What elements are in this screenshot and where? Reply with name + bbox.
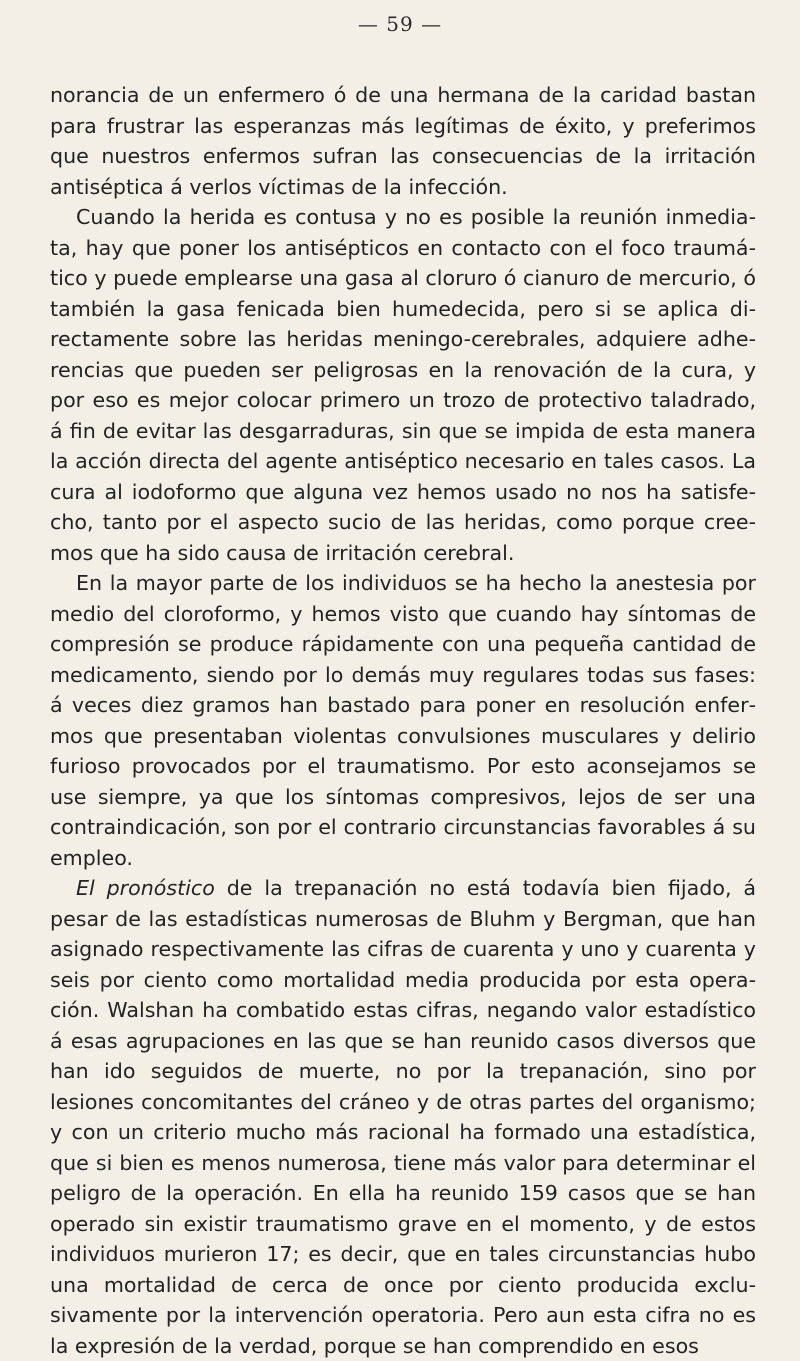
paragraph-1: norancia de un enfermero ó de una hermana de la caridad bastan para frustrar las esperanzas más legítimas de éxito, y preferimos que nuestros enfermos sufran las consecuencias de la irritación antiséptica á verlos víctimas de la infección.	[50, 83, 756, 199]
italic-lead: El pronóstico	[76, 876, 215, 900]
page-number: — 59 —	[357, 12, 443, 36]
paragraph-4-body: de la trepanación no está todavía bien fijado, á pesar de las estadísticas numerosas de Bluhm y Bergman, que han asignado respectivamente las cifras de cuarenta y uno y cuarenta y seis por ciento como mortalidad media producida por esta operación. Walshan ha combatido estas cifras, negando valor estadístico á esas agrupaciones en las que se han reunido casos diversos que han ido seguidos de muerte, no por la trepanación, sino por lesiones concomitantes del cráneo y de otras partes del organismo; y con un criterio mucho más racional ha formado una estadística, que si bien es menos numerosa, tiene más valor para determinar el peligro de la operación. En ella ha reunido 159 casos que se han operado sin existir traumatismo grave en el momento, y de estos individuos murieron 17; es decir, que en tales circunstancias hubo una mortalidad de cerca de once por ciento producida exclusivamente por la intervención operatoria. Pero aun esta cifra no es la expresión de la verdad, porque se han comprendido en esos	[50, 876, 756, 1358]
body-text	[50, 80, 756, 1361]
paragraph-3: En la mayor parte de los individuos se ha hecho la anestesia por medio del cloroformo, y hemos visto que cuando hay síntomas de compresión se produce rápidamente con una pequeña cantidad de medicamento, siendo por lo demás muy regulares todas sus fases: á veces diez gramos han bastado para poner en resolución enfermos que presentaban violentas convulsiones musculares y delirio furioso provocados por el traumatismo. Por esto aconsejamos se use siempre, ya que los síntomas compresivos, lejos de ser una contraindicación, son por el contrario circunstancias favorables á su empleo.	[50, 571, 756, 870]
paragraph-2: Cuando la herida es contusa y no es posible la reunión inmediata, hay que poner los antisépticos en contacto con el foco traumático y puede emplearse una gasa al cloruro ó cianuro de mercurio, ó también la gasa fenicada bien humedecida, pero si se aplica directamente sobre las heridas meningo-cerebrales, adquiere adherencias que pueden ser peligrosas en la renovación de la cura, y por eso es mejor colocar primero un trozo de protectivo taladrado, á fin de evitar las desgarraduras, sin que se impida de esta manera la acción directa del agente antiséptico necesario en tales casos. La cura al iodoformo que alguna vez hemos usado no nos ha satisfecho, tanto por el aspecto sucio de las heridas, como porque creemos que ha sido causa de irritación cerebral.	[50, 205, 756, 565]
paragraph-4	[50, 873, 756, 1361]
